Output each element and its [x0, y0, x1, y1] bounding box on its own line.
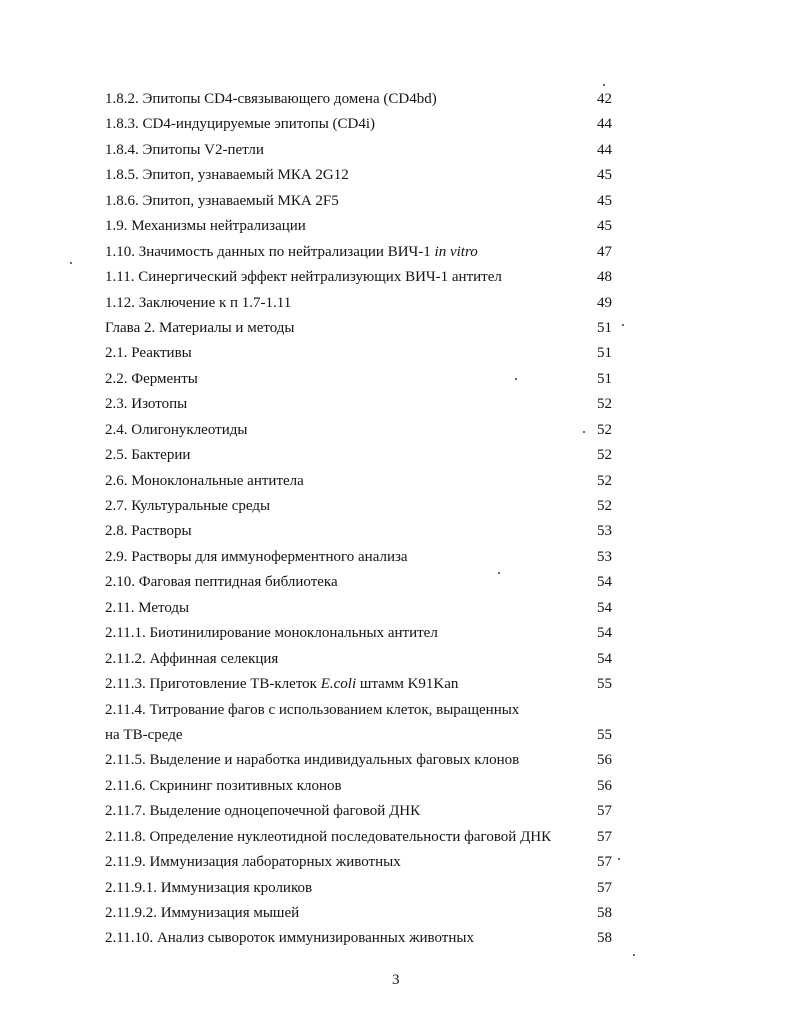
scan-speck: [633, 954, 635, 956]
toc-entry: [105, 519, 625, 544]
scan-speck: [498, 572, 500, 574]
toc-entry-text: 2.11.3. Приготовление ТВ-клеток: [105, 676, 321, 693]
toc-entry: [105, 443, 625, 468]
toc-entry-title: [105, 469, 304, 494]
toc-entry-title: [105, 596, 189, 621]
toc-entry: [105, 418, 625, 443]
toc-entry-page: 54: [597, 574, 612, 591]
toc-entry-title: [105, 672, 458, 697]
toc-entry-title: [105, 189, 339, 214]
toc-entry-title: [105, 774, 342, 799]
scan-speck: [583, 431, 585, 433]
toc-entry-text: 2.11.8. Определение нуклеотидной последовательности фаговой ДНК: [105, 828, 552, 845]
toc-entry: [105, 647, 625, 672]
toc-entry: [105, 392, 625, 417]
toc-entry: [105, 316, 625, 341]
page-number: 3: [392, 972, 400, 988]
toc-entry-page: 55: [597, 676, 612, 693]
toc-entry-title: [105, 799, 420, 824]
toc-entry-title: [105, 392, 187, 417]
toc-entry: [105, 901, 625, 926]
toc-entry-page: 48: [597, 269, 612, 286]
toc-entry-title: [105, 87, 437, 112]
toc-entry-text: 2.11.7. Выделение одноцепочечной фаговой ДНК: [105, 803, 421, 820]
toc-entry-page: 51: [597, 345, 612, 362]
toc-entry-page: 53: [597, 548, 612, 565]
toc-entry: [105, 850, 625, 875]
toc-entry-title: [105, 876, 312, 901]
toc-entry-title: [105, 163, 349, 188]
toc-entry: [105, 774, 625, 799]
toc-entry-title: [105, 647, 278, 672]
toc-entry: [105, 596, 625, 621]
toc-entry: [105, 825, 625, 850]
toc-entry-title: [105, 291, 291, 316]
scan-speck: [622, 324, 624, 326]
toc-entry-text: 2.5. Бактерии: [105, 447, 191, 464]
toc-entry-title: [105, 850, 401, 875]
toc-entry-title: [105, 112, 375, 137]
toc-entry-text: 2.3. Изотопы: [105, 396, 188, 413]
toc-entry: [105, 748, 625, 773]
toc-entry-italic-text: E.coli: [320, 676, 357, 693]
toc-entry-text: 2.11.9.2. Иммунизация мышей: [105, 905, 300, 921]
toc-entry-title: [105, 316, 295, 341]
toc-entry-page: 54: [597, 650, 612, 667]
toc-entry: [105, 926, 625, 951]
toc-entry-page: 52: [597, 498, 612, 514]
toc-entry: [105, 799, 625, 824]
toc-entry-text: на ТВ-среде: [105, 726, 183, 743]
toc-entry: [105, 367, 625, 392]
toc-entry-title: [105, 367, 198, 392]
toc-entry-page: 52: [597, 447, 612, 464]
toc-entry: [105, 163, 625, 188]
toc-entry-title: [105, 341, 192, 366]
toc-entry-page: 57: [597, 854, 612, 871]
toc-entry-text: 2.6. Моноклональные антитела: [105, 472, 304, 489]
toc-entry-page: 55: [597, 726, 612, 743]
toc-entry-text: 2.11.9. Иммунизация лабораторных животных: [105, 854, 401, 871]
toc-entry-title: [105, 698, 519, 723]
toc-entry-text: 2.11.2. Аффинная селекция: [105, 650, 279, 667]
toc-entry: [105, 570, 625, 595]
toc-entry-text: 2.10. Фаговая пептидная библиотека: [105, 574, 338, 591]
toc-entry-text: 1.10. Значимость данных по нейтрализации ВИЧ-1: [105, 243, 435, 260]
toc-entry: [105, 214, 625, 239]
toc-entry: [105, 138, 625, 163]
toc-entry-text: 2.9. Растворы для иммуноферментного анализа: [105, 548, 408, 565]
toc-entry-page: 51: [597, 370, 612, 387]
scan-speck: [70, 262, 72, 264]
toc-entry-text: 1.8.6. Эпитоп, узнаваемый МКА 2F5: [105, 192, 339, 209]
toc-entry-title: [105, 265, 502, 290]
toc-entry: [105, 189, 625, 214]
toc-entry-text: 2.8. Растворы: [105, 523, 192, 540]
toc-entry-title: [105, 138, 264, 163]
toc-entry-page: 52: [597, 472, 612, 489]
toc-entry-title: [105, 621, 438, 646]
toc-entry-title: [105, 418, 247, 443]
table-of-contents: [105, 87, 625, 952]
toc-entry-page: 51: [597, 319, 612, 336]
toc-entry-text: 2.11.5. Выделение и наработка индивидуальных фаговых клонов: [105, 752, 520, 769]
toc-entry-title: [105, 545, 408, 570]
toc-entry-italic-text: in vitro: [434, 243, 478, 260]
toc-entry-text: Глава 2. Материалы и методы: [105, 319, 295, 336]
toc-entry: [105, 112, 625, 137]
toc-entry-text: 2.11.10. Анализ сывороток иммунизированных животных: [105, 930, 474, 947]
scan-speck: [603, 84, 605, 86]
toc-entry-text: 2.4. Олигонуклеотиды: [105, 421, 248, 438]
toc-entry-page: 58: [597, 905, 612, 921]
toc-entry-text: 2.11.1. Биотинилирование моноклональных антител: [105, 625, 438, 642]
toc-entry-page: 45: [597, 192, 612, 209]
toc-entry-page: 56: [597, 752, 612, 769]
toc-entry-title: [105, 519, 192, 544]
toc-entry-text: 2.7. Культуральные среды: [105, 498, 271, 514]
toc-entry-page: 44: [597, 116, 612, 133]
toc-entry-text: 1.11. Синергический эффект нейтрализующих ВИЧ-1 антител: [105, 269, 502, 286]
toc-entry-text: 1.8.5. Эпитоп, узнаваемый МКА 2G12: [105, 167, 349, 184]
toc-entry-page: 45: [597, 218, 612, 235]
toc-entry-text: 1.12. Заключение к п 1.7-1.11: [105, 294, 292, 311]
toc-entry-page: 49: [597, 294, 612, 311]
toc-entry-title: [105, 494, 270, 519]
toc-entry-text: 1.8.3. CD4-индуцируемые эпитопы (CD4i): [105, 116, 376, 133]
toc-entry: [105, 87, 625, 112]
toc-entry: [105, 341, 625, 366]
toc-entry-page: 57: [597, 803, 612, 820]
scan-speck: [618, 858, 620, 860]
toc-entry: [105, 240, 625, 265]
toc-entry-text: 2.1. Реактивы: [105, 345, 192, 362]
toc-entry-title: [105, 214, 306, 239]
toc-entry-page: 53: [597, 523, 612, 540]
toc-entry-page: 56: [597, 777, 612, 794]
toc-entry: [105, 876, 625, 901]
toc-entry: [105, 621, 625, 646]
toc-entry-page: 45: [597, 167, 612, 184]
toc-entry: [105, 265, 625, 290]
toc-entry-title: [105, 570, 338, 595]
toc-entry-title: [105, 825, 551, 850]
toc-entry-text: 1.8.2. Эпитопы CD4-связывающего домена (CD4bd): [105, 91, 437, 107]
toc-entry: [105, 723, 625, 748]
toc-entry: [105, 494, 625, 519]
toc-entry-text: 2.11.6. Скрининг позитивных клонов: [105, 777, 342, 794]
toc-entry-title: [105, 926, 474, 951]
toc-entry-text: 1.9. Механизмы нейтрализации: [105, 218, 306, 235]
toc-entry-page: 54: [597, 599, 612, 616]
toc-entry: [105, 672, 625, 697]
toc-entry: [105, 291, 625, 316]
toc-entry: [105, 545, 625, 570]
toc-entry-text-after: штамм K91Kan: [356, 676, 459, 693]
toc-entry-page: 47: [597, 243, 612, 260]
toc-entry-title: [105, 723, 183, 748]
toc-entry-page: 58: [597, 930, 612, 947]
toc-entry-title: [105, 748, 519, 773]
toc-entry: [105, 698, 625, 723]
toc-entry-page: 54: [597, 625, 612, 642]
toc-entry-page: 42: [597, 91, 612, 107]
toc-entry-page: 52: [597, 396, 612, 413]
toc-entry-text: 2.11.4. Титрование фагов с использованием клеток, выращенных: [105, 701, 520, 718]
toc-entry-title: [105, 443, 190, 468]
toc-entry-page: 57: [597, 879, 612, 896]
toc-entry-title: [105, 240, 478, 265]
toc-entry-text: 2.11.9.1. Иммунизация кроликов: [105, 879, 313, 896]
toc-entry-text: 2.2. Ферменты: [105, 370, 198, 387]
toc-entry-page: 44: [597, 141, 612, 158]
toc-entry-page: 57: [597, 828, 612, 845]
toc-entry-page: 52: [597, 421, 612, 438]
toc-entry-text: 1.8.4. Эпитопы V2-петли: [105, 141, 264, 158]
toc-entry-title: [105, 901, 299, 926]
toc-entry-text: 2.11. Методы: [105, 599, 190, 616]
toc-entry: [105, 469, 625, 494]
scan-speck: [515, 378, 517, 380]
